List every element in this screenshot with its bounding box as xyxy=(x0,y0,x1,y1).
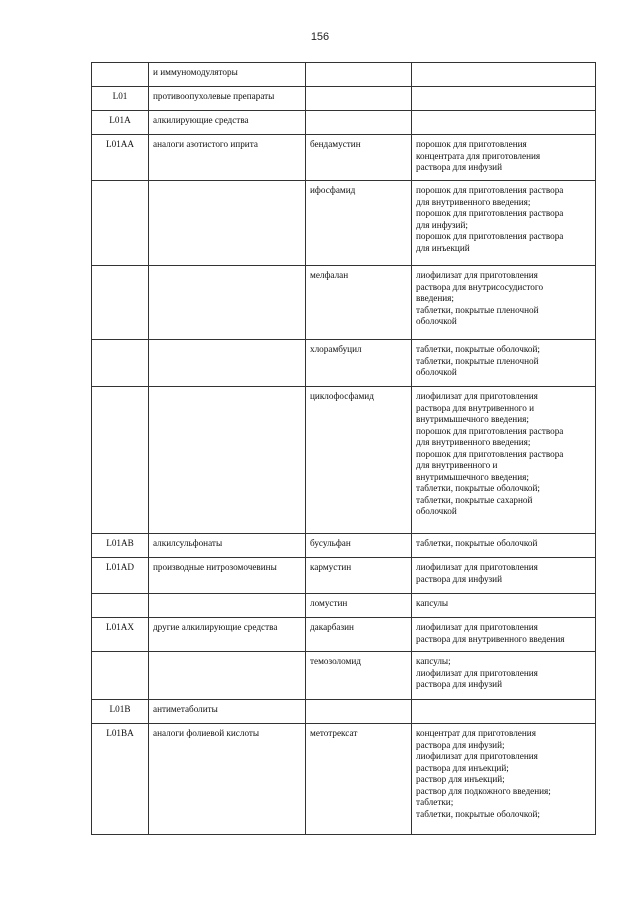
drug-name-cell: бусульфан xyxy=(306,534,412,558)
table-row xyxy=(92,387,596,534)
dosage-form-cell: таблетки, покрытые оболочкой; таблетки, покрытые пленочной оболочкой xyxy=(412,340,596,387)
table-row xyxy=(92,135,596,181)
drug-name-cell: метотрексат xyxy=(306,724,412,835)
dosage-form-cell: концентрат для приготовления раствора для инфузий; лиофилизат для приготовления раствора для инъекций; раствор для инъекций; раствор для подкожного введения; таблетки; таблетки, покрытые оболочкой; xyxy=(412,724,596,835)
table-row xyxy=(92,558,596,594)
atc-code-cell: L01 xyxy=(92,87,149,111)
dosage-form-cell: лиофилизат для приготовления раствора для внутрисосудистого введения; таблетки, покрытые пленочной оболочкой xyxy=(412,266,596,340)
drug-name-cell: бендамустин xyxy=(306,135,412,181)
medication-table xyxy=(91,62,596,835)
drug-name-cell: циклофосфамид xyxy=(306,387,412,534)
dosage-form-cell: лиофилизат для приготовления раствора для внутривенного введения xyxy=(412,618,596,652)
group-name-cell xyxy=(149,652,306,700)
drug-name-cell: дакарбазин xyxy=(306,618,412,652)
table-row xyxy=(92,181,596,266)
dosage-form-cell: порошок для приготовления концентрата для приготовления раствора для инфузий xyxy=(412,135,596,181)
group-name-cell: производные нитрозомочевины xyxy=(149,558,306,594)
group-name-cell: алкилирующие средства xyxy=(149,111,306,135)
atc-code-cell: L01AA xyxy=(92,135,149,181)
drug-name-cell xyxy=(306,63,412,87)
atc-code-cell xyxy=(92,340,149,387)
table-row xyxy=(92,594,596,618)
page-number: 156 xyxy=(310,31,330,43)
atc-code-cell xyxy=(92,594,149,618)
atc-code-cell: L01AD xyxy=(92,558,149,594)
dosage-form-cell: капсулы xyxy=(412,594,596,618)
table-row xyxy=(92,63,596,87)
drug-name-cell: ифосфамид xyxy=(306,181,412,266)
group-name-cell: аналоги фолиевой кислоты xyxy=(149,724,306,835)
group-name-cell: противоопухолевые препараты xyxy=(149,87,306,111)
group-name-cell: антиметаболиты xyxy=(149,700,306,724)
drug-name-cell: темозоломид xyxy=(306,652,412,700)
dosage-form-cell: капсулы; лиофилизат для приготовления раствора для инфузий xyxy=(412,652,596,700)
group-name-cell: аналоги азотистого иприта xyxy=(149,135,306,181)
drug-name-cell: мелфалан xyxy=(306,266,412,340)
table-row xyxy=(92,111,596,135)
drug-name-cell xyxy=(306,87,412,111)
group-name-cell: другие алкилирующие средства xyxy=(149,618,306,652)
dosage-form-cell xyxy=(412,111,596,135)
dosage-form-cell xyxy=(412,63,596,87)
dosage-form-cell: таблетки, покрытые оболочкой xyxy=(412,534,596,558)
table-row xyxy=(92,652,596,700)
table-row xyxy=(92,266,596,340)
table-row xyxy=(92,340,596,387)
group-name-cell: алкилсульфонаты xyxy=(149,534,306,558)
group-name-cell xyxy=(149,181,306,266)
atc-code-cell: L01AB xyxy=(92,534,149,558)
drug-name-cell xyxy=(306,111,412,135)
drug-name-cell: хлорамбуцил xyxy=(306,340,412,387)
table-row xyxy=(92,87,596,111)
table-row xyxy=(92,700,596,724)
dosage-form-cell xyxy=(412,87,596,111)
atc-code-cell: L01AX xyxy=(92,618,149,652)
drug-name-cell xyxy=(306,700,412,724)
atc-code-cell xyxy=(92,181,149,266)
atc-code-cell: L01BA xyxy=(92,724,149,835)
dosage-form-cell: лиофилизат для приготовления раствора для внутривенного и внутримышечного введения; порошок для приготовления раствора для внутривенного введения; порошок для приготовления раствора для внутривенного и внутримышечного введения; таблетки, покрытые оболочкой; таблетки, покрытые сахарной оболочкой xyxy=(412,387,596,534)
group-name-cell xyxy=(149,594,306,618)
dosage-form-cell: лиофилизат для приготовления раствора для инфузий xyxy=(412,558,596,594)
group-name-cell: и иммуномодуляторы xyxy=(149,63,306,87)
group-name-cell xyxy=(149,340,306,387)
table-row xyxy=(92,534,596,558)
drug-name-cell: кармустин xyxy=(306,558,412,594)
atc-code-cell xyxy=(92,387,149,534)
atc-code-cell: L01B xyxy=(92,700,149,724)
atc-code-cell xyxy=(92,266,149,340)
dosage-form-cell xyxy=(412,700,596,724)
group-name-cell xyxy=(149,266,306,340)
drug-name-cell: ломустин xyxy=(306,594,412,618)
table-row xyxy=(92,618,596,652)
atc-code-cell xyxy=(92,652,149,700)
table-row xyxy=(92,724,596,835)
atc-code-cell: L01A xyxy=(92,111,149,135)
atc-code-cell xyxy=(92,63,149,87)
group-name-cell xyxy=(149,387,306,534)
dosage-form-cell: порошок для приготовления раствора для внутривенного введения; порошок для приготовления раствора для инфузий; порошок для приготовления раствора для инъекций xyxy=(412,181,596,266)
